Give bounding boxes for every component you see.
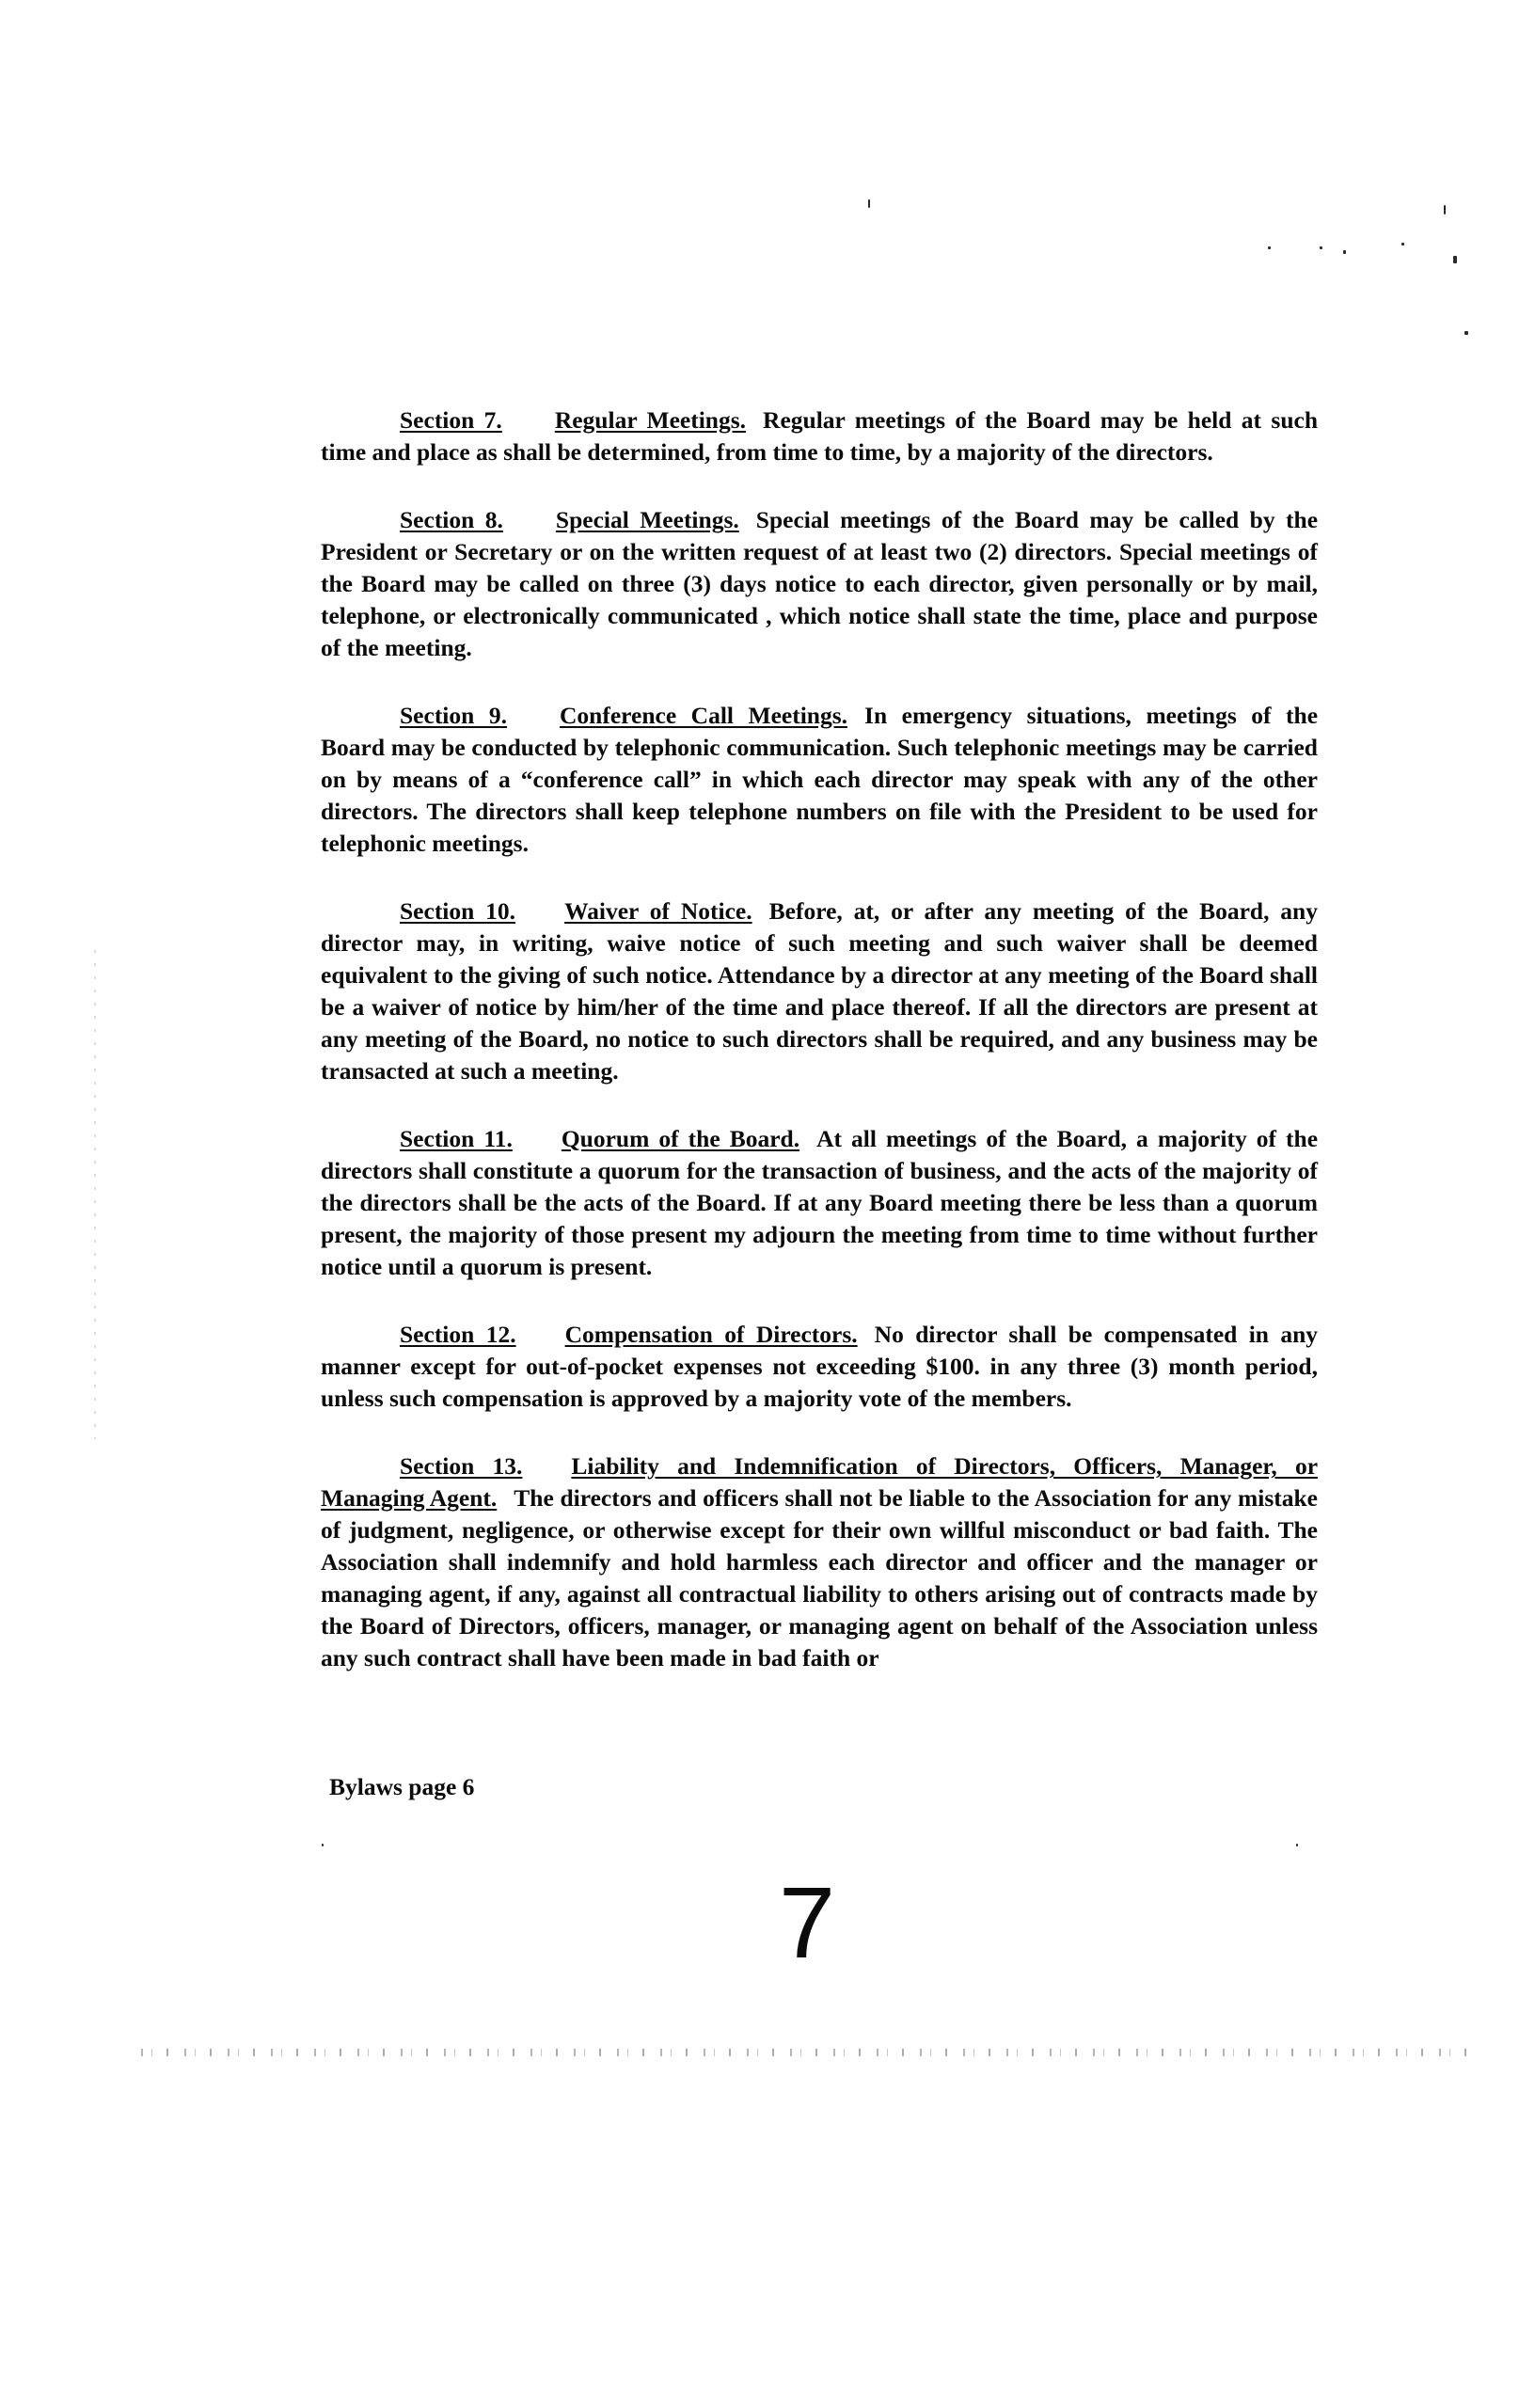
section-9-text: In emergency situations, meetings of the Board may be conducted by telephonic communication. Such telephonic meetings may be carried on by means of a “conference call” in which each director may speak with any of the other directors. The directors shall keep telephone numbers on file with the President to be used for telephonic meetings. [321,702,1319,857]
scan-speck [1444,205,1446,214]
section-9-label: Section 9. [400,702,507,729]
section-10-text: Before, at, or after any meeting of the Board, any director may, in writing, waive notice of such meeting and such waiver shall be deemed equivalent to the giving of such notice. Attendance by a director at any meeting of the Board shall be a waiver of notice by him/her of the time and place thereof. If all the directors are present at any meeting of the Board, no notice to such directors shall be required, and any business may be transacted at such a meeting. [321,897,1318,1085]
section-11-text: At all meetings of the Board, a majority of the directors shall constitute a quorum for the transaction of business, and the acts of the majority of the directors shall be the acts of the Board. If at any Board meeting there be less than a quorum present, the majority of those present my adjourn the meeting from time to time without further notice until a quorum is present. [321,1125,1319,1280]
scan-line-artifact [141,2049,1477,2056]
section-12-text: No director shall be compensated in any manner except for out-of-pocket expenses not exceeding $100. in any three (3) month period, unless such compensation is approved by a majority vote of the members. [321,1321,1319,1412]
section-11-paragraph [321,1123,1318,1283]
section-12-label: Section 12. [400,1321,516,1348]
scan-speck [1453,256,1457,263]
scan-speck [1320,246,1322,249]
section-10-paragraph [321,895,1318,1087]
section-7-paragraph [321,404,1318,468]
section-13-text: The directors and officers shall not be liable to the Association for any mistake of judgment, negligence, or otherwise except for their own willful misconduct or bad faith. The Association shall indemnify and hold harmless each director and officer and the manager or managing agent, if any, against all contractual liability to others arising out of contracts made by the Board of Directors, officers, manager, or managing agent on behalf of the Association unless any such contract shall have been made in bad faith or [321,1484,1318,1671]
scan-speck [1343,250,1346,254]
section-13-paragraph [321,1450,1318,1674]
scan-speck [322,1844,324,1846]
section-11-title: Quorum of the Board. [561,1125,800,1152]
section-12-paragraph [321,1319,1318,1415]
section-9-paragraph [321,700,1318,860]
scan-speck [1464,331,1468,335]
section-10-title: Waiver of Notice. [564,897,752,925]
section-8-label: Section 8. [400,506,503,533]
section-8-title: Special Meetings. [555,506,739,533]
footer-page-label: Bylaws page 6 [329,1773,475,1800]
scan-speck [1401,243,1404,246]
document-body [321,404,1318,1710]
section-12-title: Compensation of Directors. [564,1321,858,1348]
section-7-title: Regular Meetings. [554,406,747,434]
section-8-text: Special meetings of the Board may be called by the President or Secretary or on the written request of at least two (2) directors. Special meetings of the Board may be called on three (3) days notice to each director, given personally or by mail, telephone, or electronically communicated , which notice shall state the time, place and purpose of the meeting. [321,506,1319,661]
scan-speck [1268,246,1271,249]
handwritten-page-number: 7 [779,1865,836,1979]
section-13-title: Liability and Indemnification of Directors, Officers, Manager, or Managing Agent. [321,1452,1319,1512]
section-13-label: Section 13. [400,1452,523,1480]
section-8-paragraph [321,504,1318,664]
section-9-title: Conference Call Meetings. [559,702,848,729]
scan-speck [1296,1844,1298,1846]
section-10-label: Section 10. [400,897,516,925]
scan-speck [868,199,870,208]
scan-edge-artifact [94,950,96,1439]
section-7-text: Regular meetings of the Board may be held at such time and place as shall be determined, from time to time, by a majority of the directors. [321,406,1319,466]
section-11-label: Section 11. [400,1125,513,1152]
section-7-label: Section 7. [400,406,502,434]
